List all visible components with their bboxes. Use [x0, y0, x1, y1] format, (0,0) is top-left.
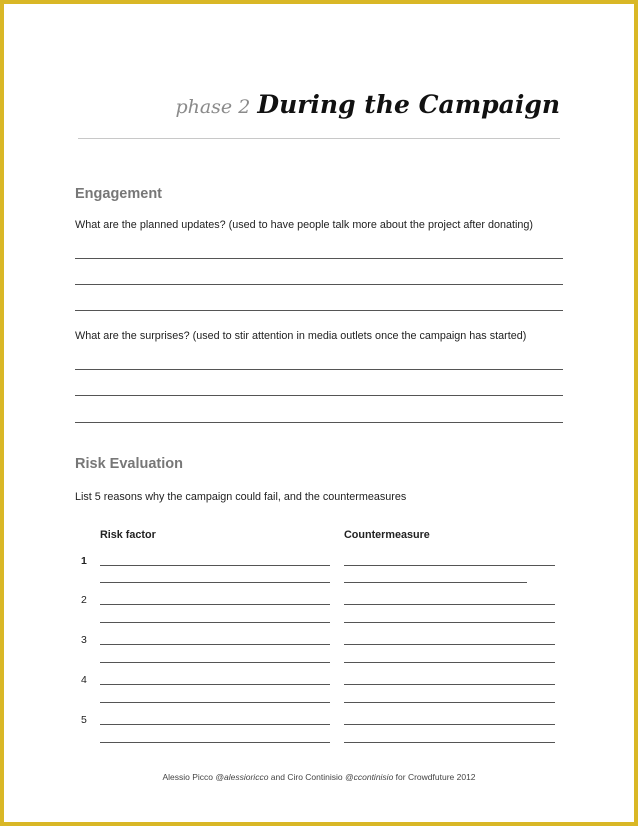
row-number: 2 — [81, 594, 87, 606]
footer-middle: and Ciro Continisio — [268, 772, 345, 782]
countermeasure-line[interactable] — [344, 622, 555, 623]
page-header — [175, 90, 560, 119]
countermeasure-line[interactable] — [344, 742, 555, 743]
risk-factor-line[interactable] — [100, 662, 330, 663]
risk-factor-line[interactable] — [100, 604, 330, 605]
answer-line[interactable] — [75, 310, 563, 311]
countermeasure-line[interactable] — [344, 702, 555, 703]
page-title: During the Campaign — [257, 90, 560, 119]
countermeasure-column-header: Countermeasure — [344, 529, 430, 541]
row-number: 4 — [81, 674, 87, 686]
answer-line[interactable] — [75, 422, 563, 423]
page-footer — [4, 772, 634, 782]
footer-handle: @alessioricco — [215, 772, 269, 782]
planned-updates-question: What are the planned updates? (used to have people talk more about the project after donating) — [75, 219, 533, 231]
risk-factor-line[interactable] — [100, 644, 330, 645]
countermeasure-line[interactable] — [344, 662, 555, 663]
countermeasure-line[interactable] — [344, 565, 555, 566]
row-number: 1 — [81, 555, 87, 567]
engagement-heading: Engagement — [75, 186, 163, 202]
footer-authors: Alessio Picco — [162, 772, 216, 782]
answer-line[interactable] — [75, 284, 563, 285]
risk-factor-line[interactable] — [100, 742, 330, 743]
surprises-question: What are the surprises? (used to stir attention in media outlets once the campaign has started) — [75, 330, 527, 342]
risk-factor-line[interactable] — [100, 702, 330, 703]
countermeasure-line[interactable] — [344, 724, 555, 725]
footer-suffix: for Crowdfuture 2012 — [393, 772, 476, 782]
countermeasure-line[interactable] — [344, 582, 527, 583]
row-number: 5 — [81, 714, 87, 726]
answer-line[interactable] — [75, 395, 563, 396]
risk-instruction: List 5 reasons why the campaign could fail, and the countermeasures — [75, 491, 407, 503]
document-page — [4, 4, 634, 822]
phase-label: phase 2 — [175, 96, 251, 118]
risk-factor-line[interactable] — [100, 622, 330, 623]
risk-factor-column-header: Risk factor — [100, 529, 156, 541]
risk-evaluation-heading: Risk Evaluation — [75, 456, 183, 472]
answer-line[interactable] — [75, 258, 563, 259]
countermeasure-line[interactable] — [344, 644, 555, 645]
risk-factor-line[interactable] — [100, 582, 330, 583]
countermeasure-line[interactable] — [344, 684, 555, 685]
answer-line[interactable] — [75, 369, 563, 370]
header-divider — [78, 138, 560, 139]
footer-handle: @ccontinisio — [344, 772, 394, 782]
row-number: 3 — [81, 634, 87, 646]
countermeasure-line[interactable] — [344, 604, 555, 605]
risk-factor-line[interactable] — [100, 724, 330, 725]
risk-factor-line[interactable] — [100, 684, 330, 685]
risk-factor-line[interactable] — [100, 565, 330, 566]
